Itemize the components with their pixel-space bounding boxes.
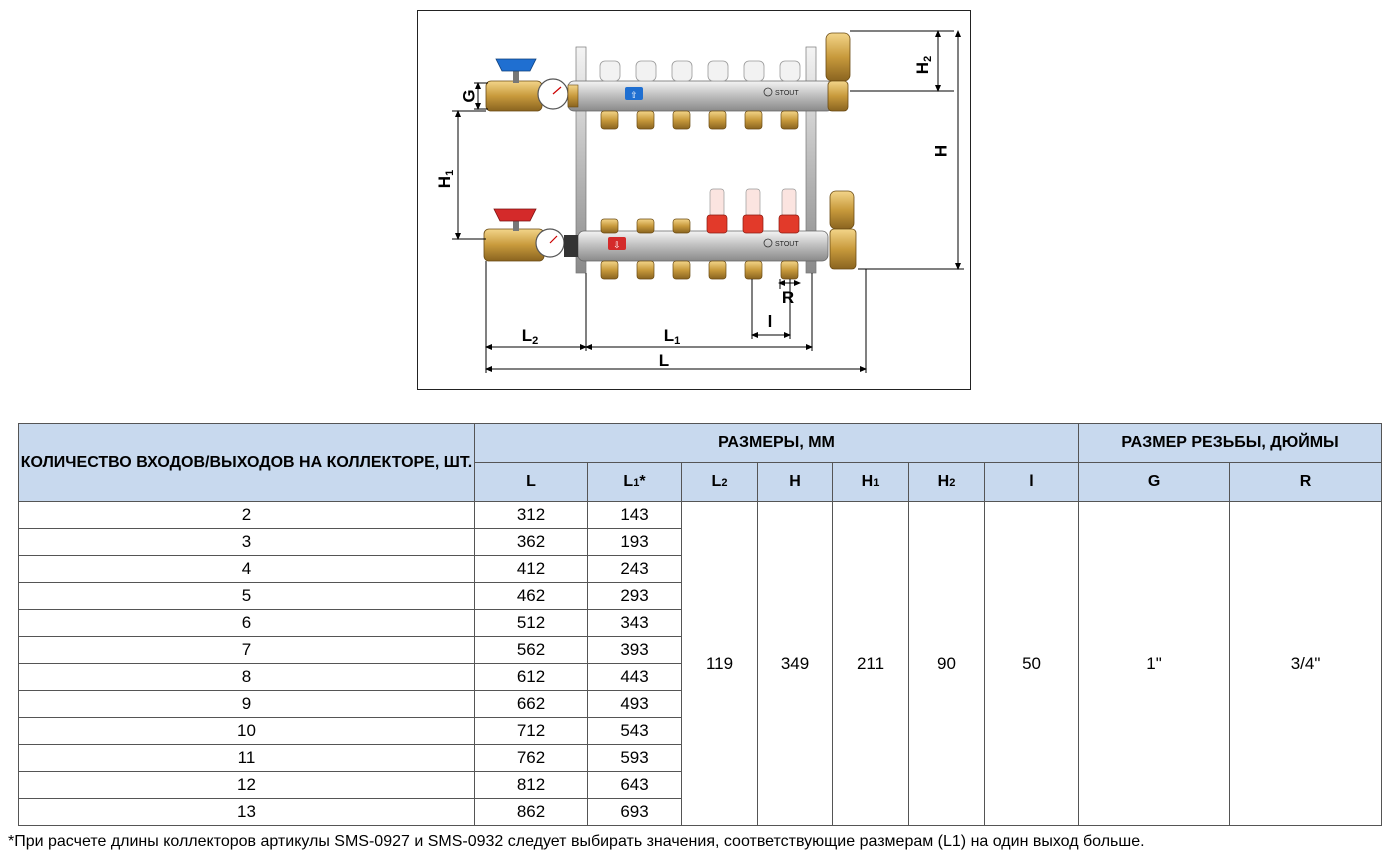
quantity-header: КОЛИЧЕСТВО ВХОДОВ/ВЫХОДОВ НА КОЛЛЕКТОРЕ, ШТ. xyxy=(19,424,475,502)
dim-label-h: H xyxy=(931,144,951,158)
cell-l1: 493 xyxy=(588,691,682,718)
cell-l: 762 xyxy=(475,745,588,772)
col-header-h1: H1 xyxy=(833,463,909,502)
dim-label-g: G xyxy=(459,89,479,103)
cell-l: 512 xyxy=(475,610,588,637)
cell-h2: 90 xyxy=(909,502,985,826)
svg-text:STOUT: STOUT xyxy=(775,90,799,97)
cell-quantity: 6 xyxy=(19,610,475,637)
cell-l1: 293 xyxy=(588,583,682,610)
cell-l: 462 xyxy=(475,583,588,610)
col-header-l1: L1* xyxy=(588,463,682,502)
svg-text:H2: H2 xyxy=(913,55,934,75)
dim-label-h2 xyxy=(913,56,934,74)
thread-header: РАЗМЕР РЕЗЬБЫ, ДЮЙМЫ xyxy=(1079,424,1382,463)
col-header-l2: L2 xyxy=(682,463,758,502)
flow-meter-icon xyxy=(707,189,799,233)
svg-text:H1: H1 xyxy=(435,169,456,189)
cell-quantity: 2 xyxy=(19,502,475,529)
return-ball-valve xyxy=(484,209,578,261)
cell-quantity: 7 xyxy=(19,637,475,664)
cell-quantity: 13 xyxy=(19,799,475,826)
supply-ball-valve xyxy=(486,59,578,111)
cell-l1: 243 xyxy=(588,556,682,583)
cell-quantity: 3 xyxy=(19,529,475,556)
svg-text:⇩: ⇩ xyxy=(613,241,621,251)
cell-l: 312 xyxy=(475,502,588,529)
col-header-r: R xyxy=(1230,463,1382,502)
manifold-drawing xyxy=(418,11,972,391)
cell-l1: 143 xyxy=(588,502,682,529)
cell-l1: 693 xyxy=(588,799,682,826)
cell-g: 1" xyxy=(1079,502,1230,826)
cell-l1: 343 xyxy=(588,610,682,637)
cell-quantity: 9 xyxy=(19,691,475,718)
table-row xyxy=(19,502,1382,529)
cell-quantity: 4 xyxy=(19,556,475,583)
col-header-l-small: l xyxy=(985,463,1079,502)
cell-quantity: 10 xyxy=(19,718,475,745)
cell-quantity: 11 xyxy=(19,745,475,772)
cell-l: 412 xyxy=(475,556,588,583)
dim-label-l1: L1 xyxy=(663,326,681,347)
cell-l1: 393 xyxy=(588,637,682,664)
cell-quantity: 8 xyxy=(19,664,475,691)
red-handle-icon xyxy=(494,209,536,221)
cell-l: 662 xyxy=(475,691,588,718)
cell-l1: 643 xyxy=(588,772,682,799)
cell-h: 349 xyxy=(758,502,833,826)
col-header-g: G xyxy=(1079,463,1230,502)
col-header-l: L xyxy=(475,463,588,502)
cell-l: 562 xyxy=(475,637,588,664)
cell-quantity: 12 xyxy=(19,772,475,799)
cell-l1: 593 xyxy=(588,745,682,772)
dim-label-h1 xyxy=(435,170,456,188)
cell-l1: 543 xyxy=(588,718,682,745)
col-header-h2: H2 xyxy=(909,463,985,502)
manifold-diagram xyxy=(417,10,971,390)
cell-r: 3/4" xyxy=(1230,502,1382,826)
svg-text:STOUT: STOUT xyxy=(775,241,799,248)
footnote: *При расчете длины коллекторов артикулы SMS-0927 и SMS-0932 следует выбирать значения, соответствующие размерам (L1) на один выход больше. xyxy=(8,833,1145,850)
col-header-h: H xyxy=(758,463,833,502)
cell-l: 712 xyxy=(475,718,588,745)
cell-l-small: 50 xyxy=(985,502,1079,826)
svg-text:⇧: ⇧ xyxy=(630,91,638,101)
cell-l: 362 xyxy=(475,529,588,556)
cell-quantity: 5 xyxy=(19,583,475,610)
blue-handle-icon xyxy=(496,59,536,71)
cell-l1: 443 xyxy=(588,664,682,691)
cell-l1: 193 xyxy=(588,529,682,556)
cell-l: 612 xyxy=(475,664,588,691)
cell-l2: 119 xyxy=(682,502,758,826)
dim-label-l: L xyxy=(658,351,670,370)
dimensions-header: РАЗМЕРЫ, ММ xyxy=(475,424,1079,463)
dim-label-l2: L2 xyxy=(521,326,539,347)
dim-label-r: R xyxy=(781,288,795,307)
dimensions-table xyxy=(18,423,1382,826)
cell-h1: 211 xyxy=(833,502,909,826)
cell-l: 812 xyxy=(475,772,588,799)
cell-l: 862 xyxy=(475,799,588,826)
dim-label-l-small: l xyxy=(767,312,773,331)
air-vent-icon xyxy=(826,33,850,81)
